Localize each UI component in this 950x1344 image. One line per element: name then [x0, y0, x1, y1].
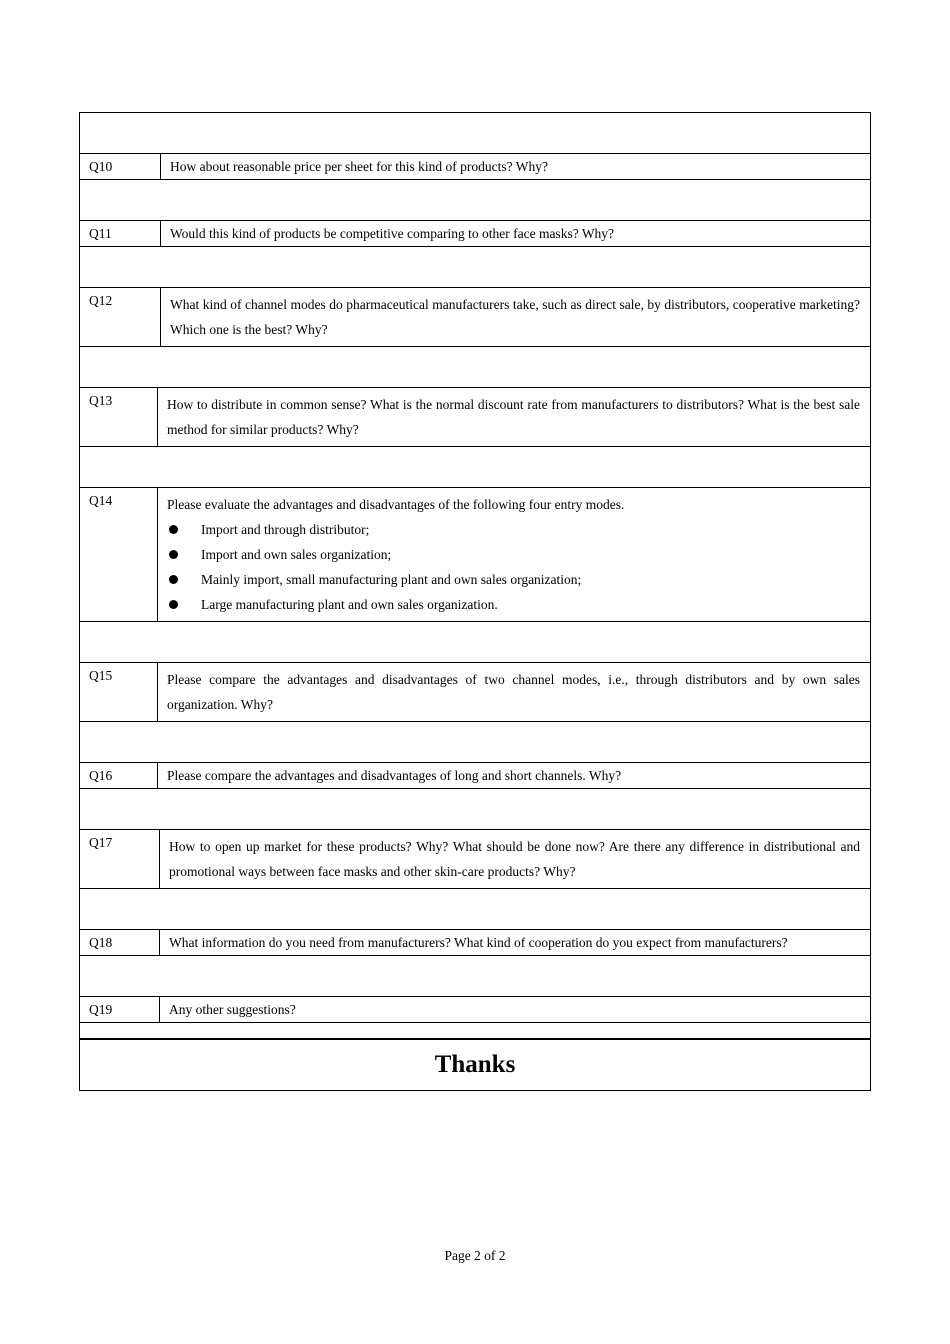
question-text: How to open up market for these products? Why? What should be done now? Are there any difference in distributional and promotional ways between face masks and other skin-care products? Why? [169, 839, 860, 879]
page-number: Page 2 of 2 [444, 1248, 506, 1263]
question-row-q16 [80, 763, 870, 789]
answer-space [80, 956, 870, 997]
closing-text: Thanks [80, 1039, 870, 1090]
question-number: Q15 [80, 663, 158, 721]
answer-space [80, 113, 870, 154]
bullet-icon [169, 575, 178, 584]
questionnaire-table [79, 112, 871, 1091]
entry-mode-list [167, 517, 860, 617]
list-item [167, 517, 860, 542]
question-text: Please evaluate the advantages and disadvantages of the following four entry modes. [167, 497, 625, 512]
bullet-icon [169, 550, 178, 559]
question-text: Would this kind of products be competitive comparing to other face masks? Why? [170, 226, 615, 241]
bullet-icon [169, 600, 178, 609]
option-text: Large manufacturing plant and own sales organization. [201, 597, 498, 612]
list-item [167, 542, 860, 567]
question-row-q10 [80, 154, 870, 180]
question-text: What information do you need from manufacturers? What kind of cooperation do you expect from manufacturers? [169, 935, 788, 950]
option-text: Mainly import, small manufacturing plant and own sales organization; [201, 572, 582, 587]
answer-space [80, 1023, 870, 1039]
question-number: Q13 [80, 388, 158, 446]
option-text: Import and through distributor; [201, 522, 370, 537]
answer-space [80, 722, 870, 763]
answer-space [80, 447, 870, 488]
question-row-q19 [80, 997, 870, 1023]
question-number: Q10 [80, 154, 161, 179]
question-text: How about reasonable price per sheet for this kind of products? Why? [170, 159, 549, 174]
answer-space [80, 622, 870, 663]
answer-space [80, 247, 870, 288]
question-row-q12 [80, 288, 870, 347]
question-row-q14 [80, 488, 870, 622]
question-number: Q17 [80, 830, 160, 888]
question-text: How to distribute in common sense? What is the normal discount rate from manufacturers to distributors? What is the best sale method for similar products? Why? [167, 397, 860, 437]
list-item [167, 567, 860, 592]
question-row-q11 [80, 221, 870, 247]
question-row-q17 [80, 830, 870, 889]
question-text: What kind of channel modes do pharmaceutical manufacturers take, such as direct sale, by distributors, cooperative marketing? Which one is the best? Why? [170, 297, 860, 337]
bullet-icon [169, 525, 178, 534]
question-number: Q14 [80, 488, 158, 621]
question-body [158, 488, 870, 621]
question-row-q18 [80, 930, 870, 956]
list-item [167, 592, 860, 617]
question-number: Q16 [80, 763, 158, 788]
question-row-q13 [80, 388, 870, 447]
option-text: Import and own sales organization; [201, 547, 392, 562]
question-number: Q19 [80, 997, 160, 1022]
question-number: Q18 [80, 930, 160, 955]
question-number: Q11 [80, 221, 161, 246]
answer-space [80, 789, 870, 830]
question-row-q15 [80, 663, 870, 722]
answer-space [80, 347, 870, 388]
answer-space [80, 180, 870, 221]
question-text: Please compare the advantages and disadvantages of two channel modes, i.e., through distributors and by own sales organization. Why? [167, 672, 860, 712]
question-text: Please compare the advantages and disadvantages of long and short channels. Why? [167, 768, 622, 783]
answer-space [80, 889, 870, 930]
question-text: Any other suggestions? [169, 1002, 296, 1017]
question-number: Q12 [80, 288, 161, 346]
